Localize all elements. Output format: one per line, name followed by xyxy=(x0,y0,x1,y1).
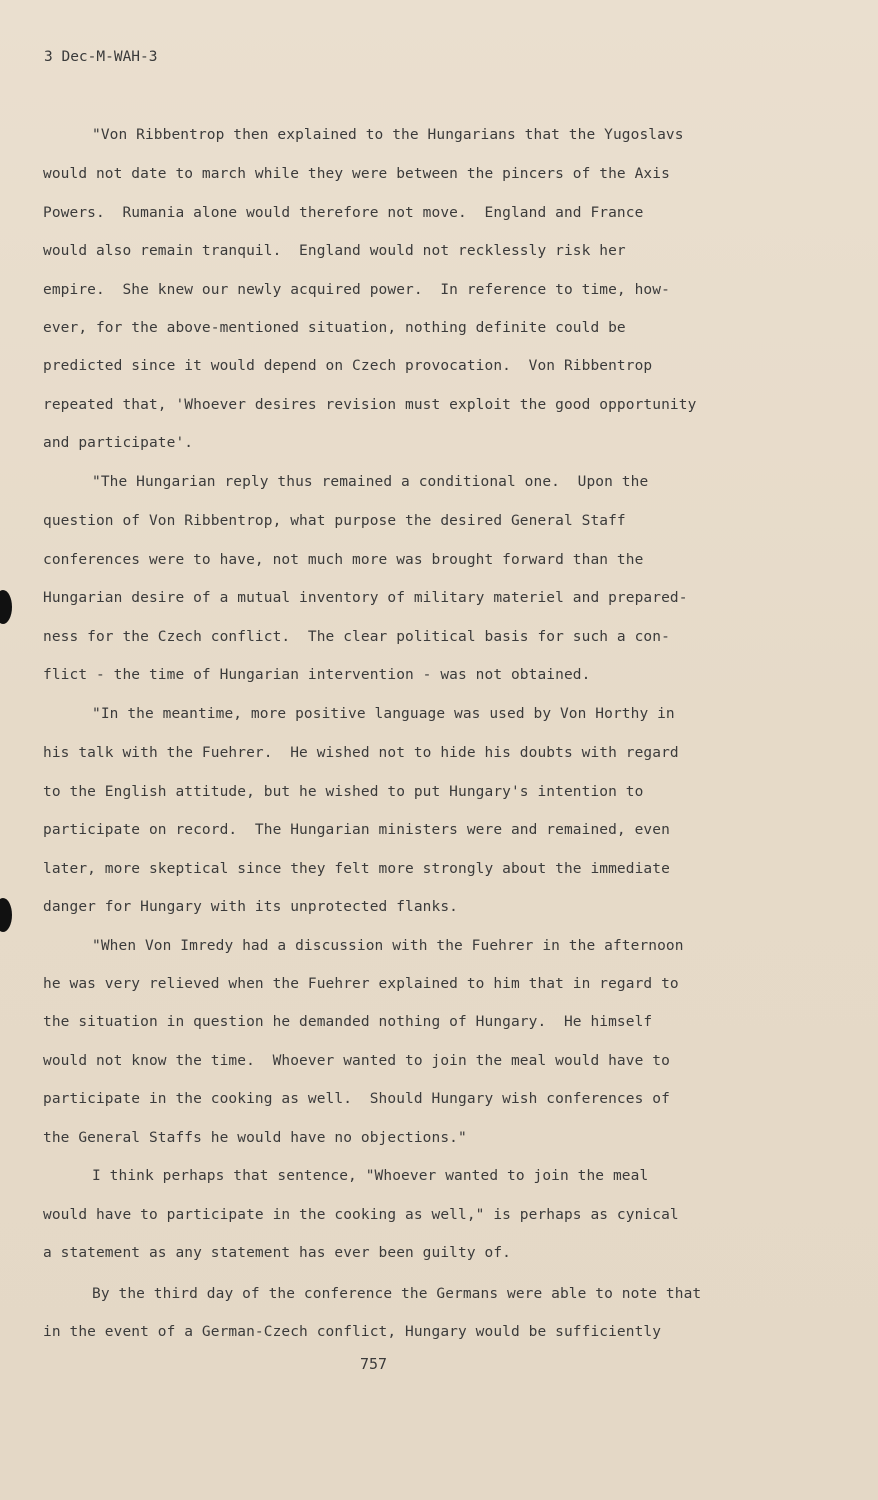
text-line: question of Von Ribbentrop, what purpose the desired General Staff xyxy=(43,513,626,529)
text-line: danger for Hungary with its unprotected flanks. xyxy=(43,899,458,915)
text-line: predicted since it would depend on Czech provocation. Von Ribbentrop xyxy=(43,358,653,374)
text-line: later, more skeptical since they felt more strongly about the immediate xyxy=(43,861,670,877)
text-line: "The Hungarian reply thus remained a conditional one. Upon the xyxy=(92,474,649,490)
text-line: participate on record. The Hungarian ministers were and remained, even xyxy=(43,822,670,838)
text-line: ever, for the above-mentioned situation, nothing definite could be xyxy=(43,320,626,336)
text-line: the General Staffs he would have no objections." xyxy=(43,1130,467,1146)
text-line: a statement as any statement has ever been guilty of. xyxy=(43,1245,511,1261)
text-line: and participate'. xyxy=(43,435,194,451)
text-line: "In the meantime, more positive language was used by Von Horthy in xyxy=(92,706,675,722)
text-line: "Von Ribbentrop then explained to the Hungarians that the Yugoslavs xyxy=(92,127,684,143)
text-line: the situation in question he demanded nothing of Hungary. He himself xyxy=(43,1014,653,1030)
text-line: ness for the Czech conflict. The clear political basis for such a con- xyxy=(43,629,670,645)
text-line: his talk with the Fuehrer. He wished not to hide his doubts with regard xyxy=(43,745,679,761)
text-line: would have to participate in the cooking as well," is perhaps as cynical xyxy=(43,1207,679,1223)
page-number: 757 xyxy=(360,1355,388,1373)
text-line: he was very relieved when the Fuehrer explained to him that in regard to xyxy=(43,976,679,992)
text-line: repeated that, 'Whoever desires revision must exploit the good opportunity xyxy=(43,397,697,413)
text-line: flict - the time of Hungarian intervention - was not obtained. xyxy=(43,667,591,683)
text-line: in the event of a German-Czech conflict, Hungary would be sufficiently xyxy=(43,1324,662,1340)
text-line: to the English attitude, but he wished to put Hungary's intention to xyxy=(43,784,644,800)
text-line: would not know the time. Whoever wanted to join the meal would have to xyxy=(43,1053,670,1069)
binder-hole xyxy=(0,590,12,624)
text-line: conferences were to have, not much more was brought forward than the xyxy=(43,552,644,568)
text-line: would also remain tranquil. England would not recklessly risk her xyxy=(43,243,626,259)
text-line: participate in the cooking as well. Should Hungary wish conferences of xyxy=(43,1091,670,1107)
text-line: empire. She knew our newly acquired power. In reference to time, how- xyxy=(43,282,670,298)
text-line: Hungarian desire of a mutual inventory of military materiel and prepared- xyxy=(43,590,688,606)
text-line: "When Von Imredy had a discussion with the Fuehrer in the afternoon xyxy=(92,938,684,954)
text-line: would not date to march while they were between the pincers of the Axis xyxy=(43,166,670,182)
text-line: By the third day of the conference the Germans were able to note that xyxy=(92,1286,702,1302)
text-line: I think perhaps that sentence, "Whoever wanted to join the meal xyxy=(92,1168,649,1184)
text-line: Powers. Rumania alone would therefore not move. England and France xyxy=(43,205,644,221)
document-header: 3 Dec-M-WAH-3 xyxy=(44,49,158,65)
binder-hole xyxy=(0,898,12,932)
